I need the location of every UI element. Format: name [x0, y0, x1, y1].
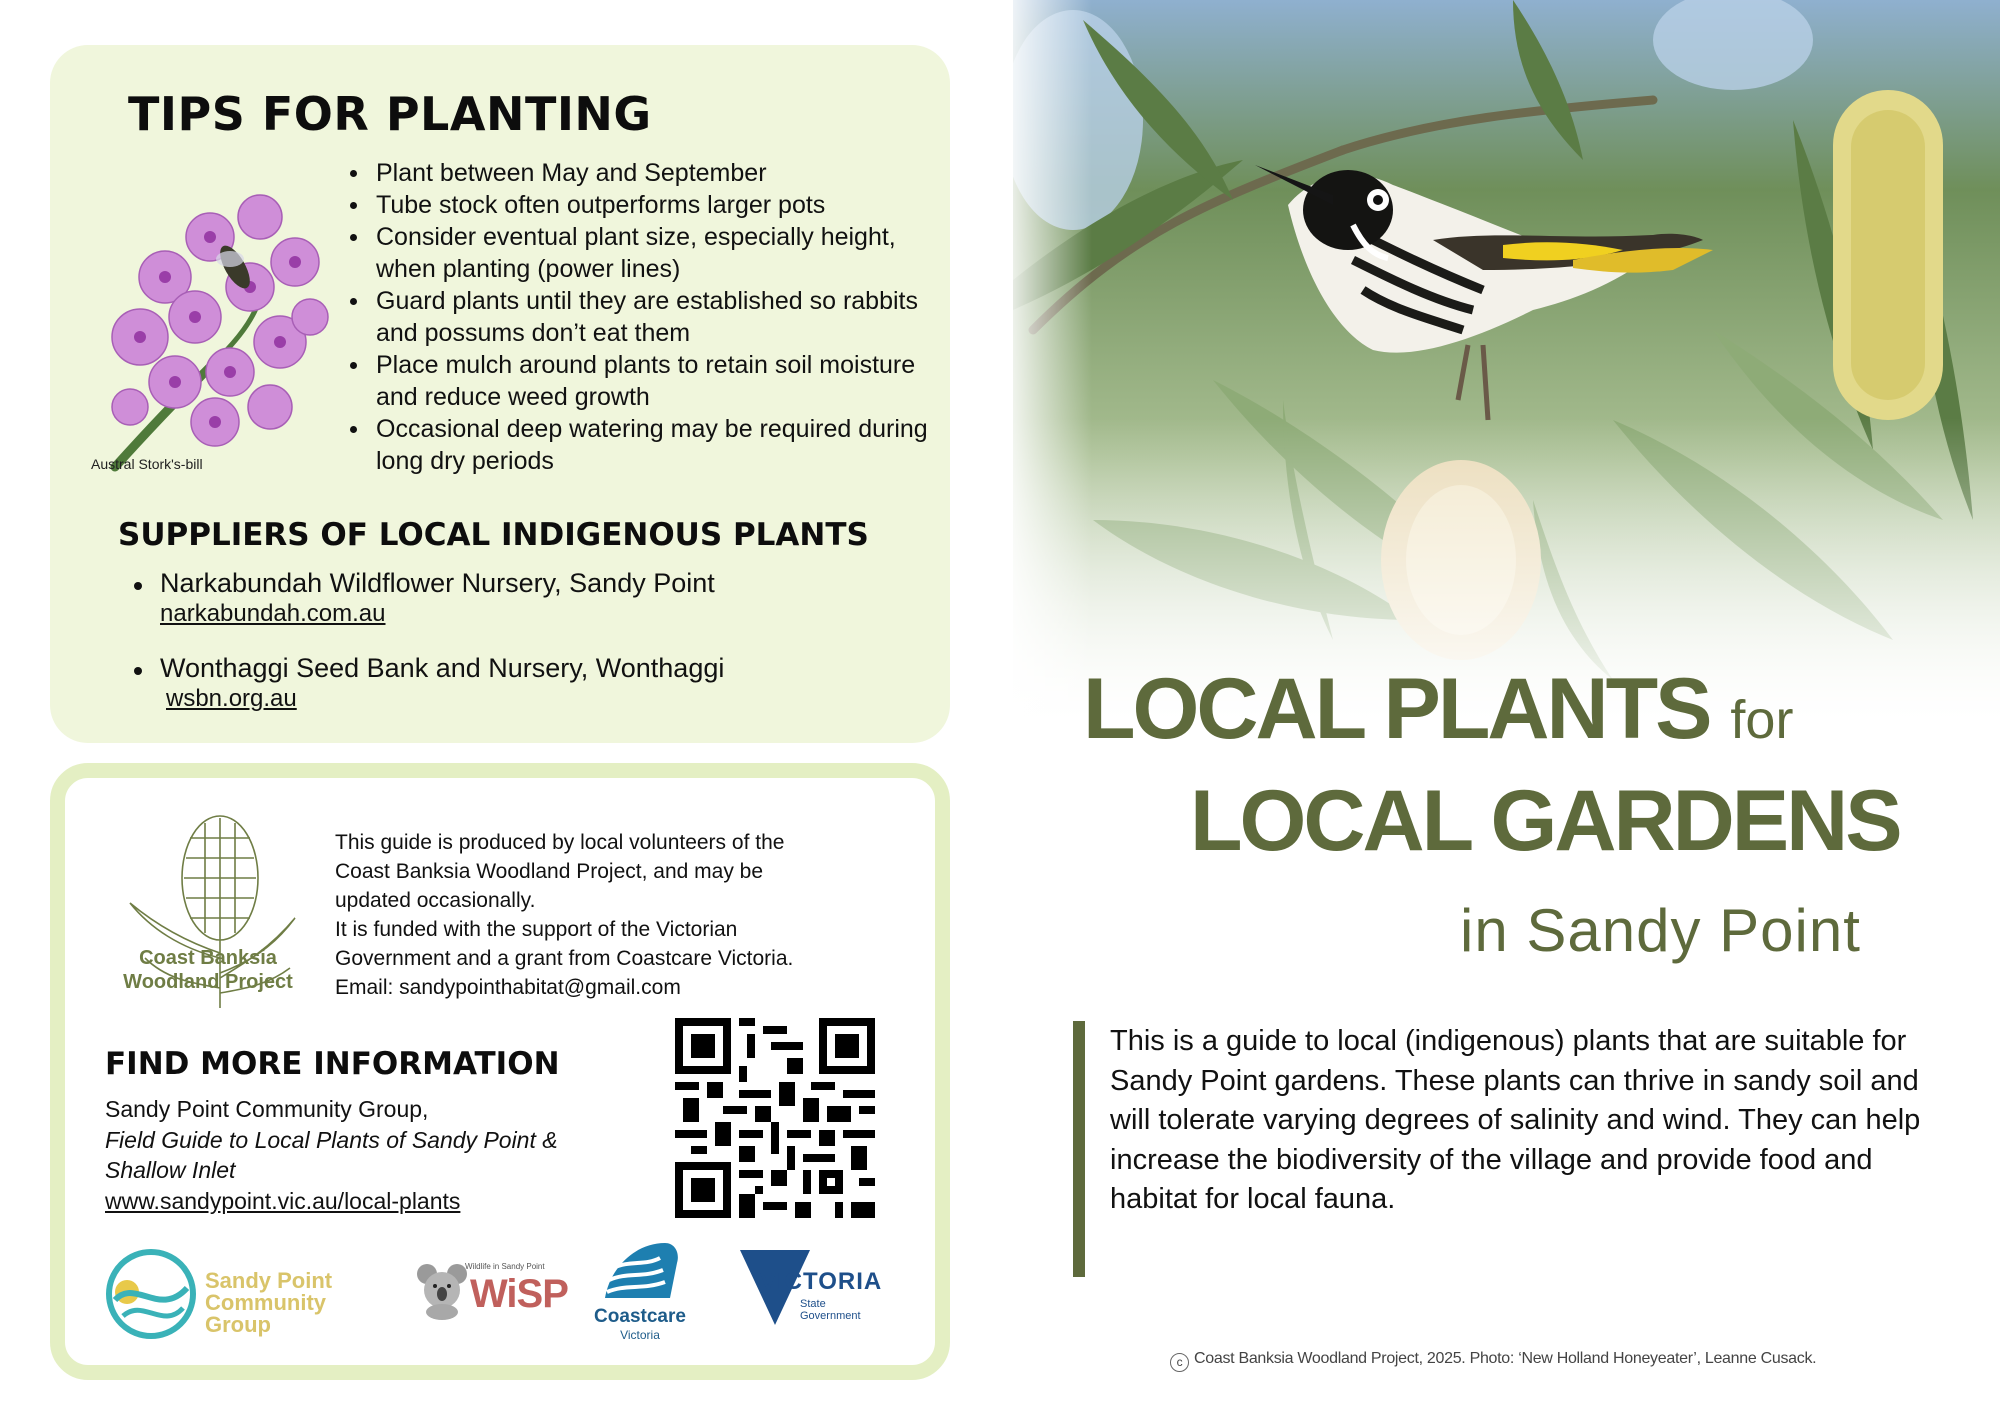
coastcare-sub: Victoria [620, 1328, 660, 1342]
about-line: Email: sandypointhabitat@gmail.com [335, 976, 681, 999]
tip-item: Consider eventual plant size, especially height, when planting (power lines) [346, 221, 931, 285]
wisp-big-text: WiSP [470, 1272, 568, 1316]
about-line: It is funded with the support of the Victorian [335, 918, 738, 941]
koala-icon [415, 1260, 470, 1320]
find-more-line2: Field Guide to Local Plants of Sandy Point & [105, 1126, 558, 1153]
spcg-text [205, 1270, 385, 1336]
copyright-icon: c [1170, 1353, 1189, 1372]
wisp-logo [415, 1260, 568, 1320]
victoria-sub2: Government [800, 1310, 861, 1322]
about-line: Government and a grant from Coastcare Victoria. [335, 947, 794, 970]
title-local-gardens: LOCAL GARDENS [1190, 773, 1900, 869]
tips-list [346, 157, 931, 477]
tip-item: Tube stock often outperforms larger pots [346, 189, 931, 221]
title-for: for [1730, 690, 1794, 750]
suppliers-list [130, 567, 910, 737]
flower-caption: Austral Stork's-bill [91, 456, 203, 472]
about-text [335, 828, 915, 1002]
spcg-line1: Sandy Point [205, 1268, 333, 1293]
supplier-name: Wonthaggi Seed Bank and Nursery, Wonthaggi [160, 653, 725, 683]
partner-logos [105, 1238, 905, 1348]
find-more-text [105, 1094, 645, 1216]
coastcare-logo [585, 1238, 695, 1348]
tip-item: Guard plants until they are established so rabbits and possums don’t eat them [346, 285, 931, 349]
storks-bill-flower-image [70, 167, 340, 497]
spcg-wave-icon [105, 1248, 197, 1340]
copyright-line [1170, 1350, 1816, 1372]
tip-item: Place mulch around plants to retain soil moisture and reduce weed growth [346, 349, 931, 413]
intro-accent-bar [1073, 1021, 1085, 1277]
supplier-link[interactable]: narkabundah.com.au [160, 600, 386, 627]
suppliers-title: SUPPLIERS OF LOCAL INDIGENOUS PLANTS [118, 517, 869, 553]
find-more-title: FIND MORE INFORMATION [105, 1046, 560, 1082]
victoria-government-logo [740, 1250, 890, 1330]
tips-title: TIPS FOR PLANTING [128, 87, 652, 141]
find-more-line1: Sandy Point Community Group, [105, 1096, 429, 1122]
victoria-sub1: State [800, 1298, 826, 1310]
supplier-item [130, 567, 910, 627]
coastcare-text: Coastcare [594, 1306, 686, 1327]
copyright-text: Coast Banksia Woodland Project, 2025. Photo: ‘New Holland Honeyeater’, Leanne Cusack. [1194, 1350, 1817, 1367]
title-in-sandy-point: in Sandy Point [1460, 897, 1861, 964]
title-line1 [1083, 660, 1793, 759]
qr-code-icon[interactable] [675, 1018, 875, 1218]
coastcare-hand-icon [585, 1238, 695, 1304]
tip-item: Occasional deep watering may be required during long dry periods [346, 413, 931, 477]
info-panel [50, 763, 950, 1380]
about-line: Coast Banksia Woodland Project, and may be [335, 860, 764, 883]
victoria-sub [800, 1298, 861, 1322]
sandy-point-community-group-logo [105, 1248, 385, 1338]
supplier-item [130, 652, 910, 712]
find-more-line3: Shallow Inlet [105, 1157, 236, 1183]
spcg-line2: Community Group [205, 1290, 326, 1337]
tip-item: Plant between May and September [346, 157, 931, 189]
find-more-link[interactable]: www.sandypoint.vic.au/local-plants [105, 1187, 461, 1214]
victoria-text: VICTORIA [760, 1268, 883, 1295]
title-local-plants: LOCAL PLANTS [1083, 661, 1710, 757]
honeyeater-photo [1013, 0, 2000, 760]
wisp-small-text: Wildlife in Sandy Point [465, 1262, 545, 1271]
tips-panel [50, 45, 950, 743]
about-line: This guide is produced by local volunteers of the [335, 831, 785, 854]
banksia-logo-text [103, 946, 313, 994]
banksia-logo-line2: Woodland Project [123, 971, 293, 993]
supplier-link[interactable]: wsbn.org.au [166, 685, 297, 712]
banksia-logo-line1: Coast Banksia [139, 947, 277, 969]
intro-text: This is a guide to local (indigenous) plants that are suitable for Sandy Point gardens. These plants can thrive in sandy soil and will tolerate varying degrees of salinity and wind. They can help increase the biodiversity of the village and provide food and habitat for local fauna. [1110, 1025, 1921, 1215]
about-line: updated occasionally. [335, 889, 536, 912]
supplier-name: Narkabundah Wildflower Nursery, Sandy Point [160, 568, 715, 598]
hero-title [1013, 660, 2000, 980]
